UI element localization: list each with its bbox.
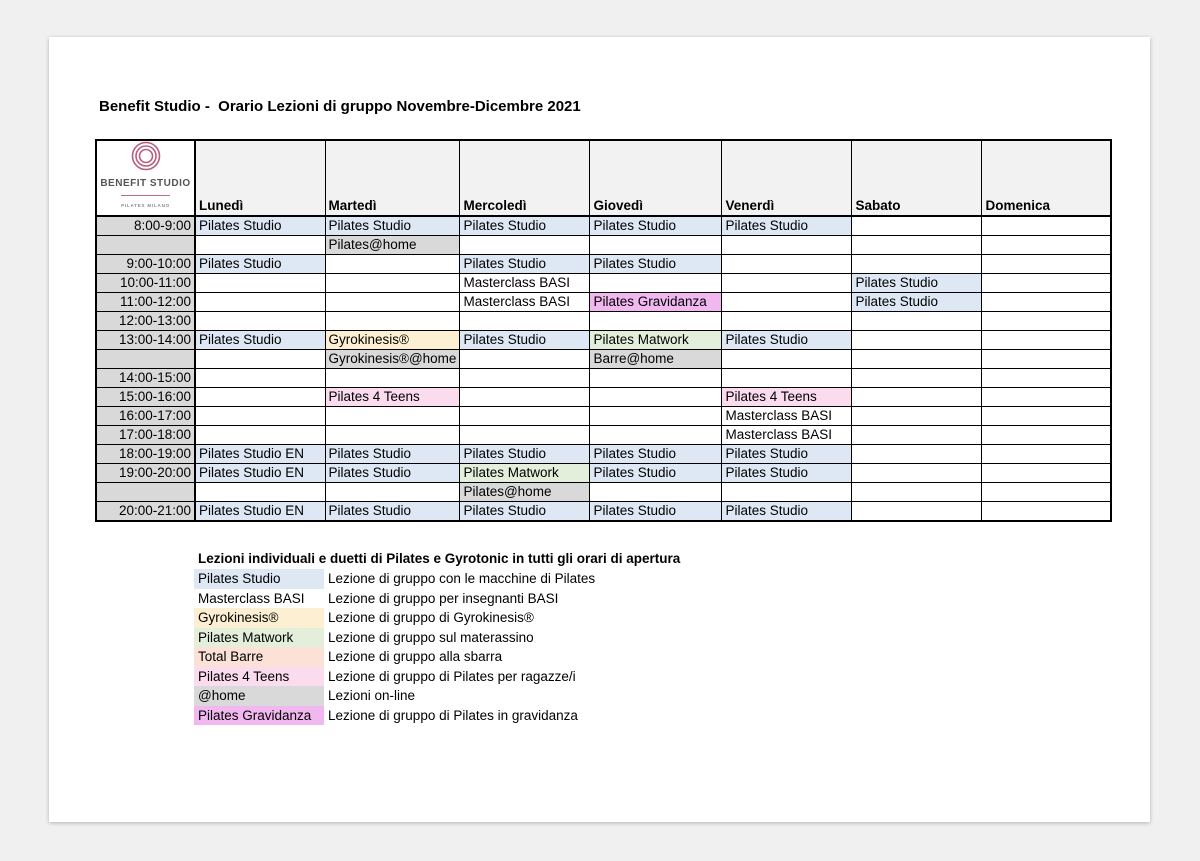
class-cell bbox=[195, 236, 325, 255]
class-cell bbox=[982, 216, 1111, 236]
schedule-row bbox=[96, 388, 1111, 407]
class-cell bbox=[325, 483, 460, 502]
class-cell bbox=[195, 350, 325, 369]
schedule-row bbox=[96, 331, 1111, 350]
time-slot: 18:00-19:00 bbox=[96, 445, 195, 464]
time-slot: 19:00-20:00 bbox=[96, 464, 195, 483]
time-slot: 16:00-17:00 bbox=[96, 407, 195, 426]
class-cell bbox=[460, 388, 590, 407]
class-cell bbox=[852, 426, 982, 445]
day-header: Sabato bbox=[852, 140, 982, 216]
time-slot: 11:00-12:00 bbox=[96, 293, 195, 312]
logo-subtitle: PILATES MILANO bbox=[121, 195, 170, 215]
legend-description: Lezione di gruppo sul materassino bbox=[328, 629, 534, 645]
class-cell: Barre@home bbox=[590, 350, 722, 369]
class-cell: Pilates Studio bbox=[325, 464, 460, 483]
legend-key: Pilates Studio bbox=[194, 569, 324, 589]
class-cell bbox=[982, 445, 1111, 464]
time-slot bbox=[96, 236, 195, 255]
legend-item bbox=[194, 667, 680, 687]
class-cell: Pilates Studio bbox=[195, 255, 325, 274]
class-cell bbox=[590, 483, 722, 502]
class-cell bbox=[982, 464, 1111, 483]
schedule-row bbox=[96, 445, 1111, 464]
class-cell bbox=[195, 369, 325, 388]
class-cell: Pilates Studio bbox=[195, 331, 325, 350]
day-header: Mercoledì bbox=[460, 140, 590, 216]
class-cell: Pilates Studio bbox=[460, 445, 590, 464]
legend-key: Masterclass BASI bbox=[194, 589, 324, 609]
legend-description: Lezione di gruppo con le macchine di Pilates bbox=[328, 571, 596, 586]
class-cell bbox=[325, 255, 460, 274]
class-cell: Pilates Matwork bbox=[460, 464, 590, 483]
header-row bbox=[96, 140, 1111, 216]
class-cell bbox=[590, 426, 722, 445]
day-header: Venerdì bbox=[722, 140, 852, 216]
legend-description: Lezione di gruppo di Pilates in gravidanza bbox=[328, 707, 578, 723]
class-cell: Pilates Studio EN bbox=[195, 502, 325, 522]
class-cell bbox=[982, 255, 1111, 274]
schedule-row bbox=[96, 216, 1111, 236]
class-cell bbox=[982, 502, 1111, 522]
class-cell bbox=[722, 255, 852, 274]
class-cell: Pilates Studio bbox=[852, 293, 982, 312]
class-cell: Pilates Studio bbox=[590, 502, 722, 522]
legend-item bbox=[194, 569, 680, 589]
schedule-row bbox=[96, 312, 1111, 331]
class-cell bbox=[195, 312, 325, 331]
legend-item bbox=[194, 608, 680, 628]
schedule-row bbox=[96, 464, 1111, 483]
class-cell bbox=[325, 293, 460, 312]
class-cell: Pilates Studio bbox=[325, 445, 460, 464]
class-cell: Pilates Studio bbox=[590, 255, 722, 274]
class-cell: Pilates Studio bbox=[195, 216, 325, 236]
class-cell: Pilates Matwork bbox=[590, 331, 722, 350]
class-cell: Pilates 4 Teens bbox=[722, 388, 852, 407]
class-cell: Gyrokinesis®@home bbox=[325, 350, 460, 369]
class-cell bbox=[460, 236, 590, 255]
circle-logo-icon bbox=[131, 141, 161, 171]
class-cell bbox=[982, 331, 1111, 350]
legend-list bbox=[194, 569, 680, 725]
class-cell bbox=[982, 293, 1111, 312]
legend-key: Total Barre bbox=[194, 647, 324, 667]
legend-item bbox=[194, 706, 680, 726]
legend-item bbox=[194, 647, 680, 667]
legend-item bbox=[194, 628, 680, 648]
time-slot: 9:00-10:00 bbox=[96, 255, 195, 274]
class-cell bbox=[852, 369, 982, 388]
class-cell bbox=[325, 312, 460, 331]
class-cell: Pilates Gravidanza bbox=[590, 293, 722, 312]
class-cell bbox=[722, 293, 852, 312]
class-cell bbox=[982, 407, 1111, 426]
class-cell bbox=[195, 407, 325, 426]
class-cell bbox=[722, 369, 852, 388]
schedule-row bbox=[96, 407, 1111, 426]
legend-description: Lezione di gruppo alla sbarra bbox=[328, 649, 503, 664]
time-slot: 14:00-15:00 bbox=[96, 369, 195, 388]
class-cell bbox=[722, 350, 852, 369]
class-cell: Pilates Studio bbox=[722, 331, 852, 350]
legend-key: Gyrokinesis® bbox=[194, 608, 324, 628]
schedule-row bbox=[96, 369, 1111, 388]
class-cell: Pilates Studio bbox=[590, 445, 722, 464]
class-cell bbox=[982, 388, 1111, 407]
class-cell bbox=[590, 312, 722, 331]
legend-description: Lezione di gruppo per insegnanti BASI bbox=[328, 590, 559, 606]
class-cell bbox=[195, 274, 325, 293]
class-cell bbox=[590, 236, 722, 255]
class-cell bbox=[590, 274, 722, 293]
class-cell: Pilates Studio bbox=[590, 464, 722, 483]
class-cell bbox=[460, 350, 590, 369]
class-cell bbox=[195, 426, 325, 445]
class-cell bbox=[722, 236, 852, 255]
class-cell bbox=[460, 426, 590, 445]
class-cell: Pilates Studio bbox=[590, 216, 722, 236]
class-cell bbox=[982, 369, 1111, 388]
class-cell: Pilates Studio bbox=[852, 274, 982, 293]
legend-title: Lezioni individuali e duetti di Pilates e Gyrotonic in tutti gli orari di apertura bbox=[198, 551, 681, 566]
legend-description: Lezione di gruppo di Pilates per ragazze/i bbox=[328, 668, 576, 684]
class-cell: Pilates Studio bbox=[722, 464, 852, 483]
class-cell: Pilates Studio bbox=[722, 445, 852, 464]
day-header: Martedì bbox=[325, 140, 460, 216]
class-cell: Pilates Studio EN bbox=[195, 464, 325, 483]
class-cell: Pilates@home bbox=[325, 236, 460, 255]
legend bbox=[194, 549, 680, 725]
class-cell: Pilates Studio bbox=[325, 216, 460, 236]
class-cell bbox=[590, 388, 722, 407]
class-cell bbox=[195, 483, 325, 502]
class-cell: Pilates Studio bbox=[460, 502, 590, 522]
time-slot: 13:00-14:00 bbox=[96, 331, 195, 350]
time-slot bbox=[96, 483, 195, 502]
class-cell bbox=[722, 483, 852, 502]
schedule-table bbox=[95, 139, 1112, 522]
class-cell: Pilates Studio EN bbox=[195, 445, 325, 464]
class-cell: Pilates Studio bbox=[460, 331, 590, 350]
day-header: Lunedì bbox=[195, 140, 325, 216]
class-cell bbox=[325, 426, 460, 445]
schedule-row bbox=[96, 255, 1111, 274]
legend-key: Pilates Matwork bbox=[194, 628, 324, 648]
class-cell: Pilates Studio bbox=[325, 502, 460, 522]
class-cell bbox=[982, 312, 1111, 331]
schedule-row bbox=[96, 483, 1111, 502]
class-cell bbox=[852, 445, 982, 464]
class-cell bbox=[590, 369, 722, 388]
class-cell bbox=[852, 236, 982, 255]
class-cell bbox=[852, 388, 982, 407]
day-header: Giovedì bbox=[590, 140, 722, 216]
class-cell bbox=[460, 312, 590, 331]
class-cell bbox=[852, 464, 982, 483]
class-cell bbox=[982, 274, 1111, 293]
class-cell bbox=[852, 407, 982, 426]
time-slot: 17:00-18:00 bbox=[96, 426, 195, 445]
class-cell bbox=[852, 255, 982, 274]
class-cell bbox=[852, 502, 982, 522]
class-cell bbox=[982, 236, 1111, 255]
class-cell: Pilates@home bbox=[460, 483, 590, 502]
class-cell bbox=[722, 312, 852, 331]
page-title: Benefit Studio - Orario Lezioni di gruppo Novembre-Dicembre 2021 bbox=[99, 98, 581, 115]
logo-name: BENEFIT STUDIO bbox=[100, 178, 191, 189]
class-cell: Masterclass BASI bbox=[460, 274, 590, 293]
time-slot: 15:00-16:00 bbox=[96, 388, 195, 407]
time-slot: 12:00-13:00 bbox=[96, 312, 195, 331]
class-cell bbox=[325, 274, 460, 293]
schedule-row bbox=[96, 350, 1111, 369]
logo-cell bbox=[96, 140, 195, 216]
class-cell: Pilates Studio bbox=[460, 216, 590, 236]
legend-item bbox=[194, 686, 680, 706]
class-cell bbox=[590, 407, 722, 426]
class-cell: Pilates 4 Teens bbox=[325, 388, 460, 407]
schedule-row bbox=[96, 426, 1111, 445]
time-slot: 10:00-11:00 bbox=[96, 274, 195, 293]
class-cell bbox=[722, 274, 852, 293]
schedule-row bbox=[96, 236, 1111, 255]
schedule-row bbox=[96, 293, 1111, 312]
class-cell bbox=[852, 216, 982, 236]
class-cell: Masterclass BASI bbox=[460, 293, 590, 312]
class-cell bbox=[852, 350, 982, 369]
class-cell: Masterclass BASI bbox=[722, 426, 852, 445]
benefit-studio-logo bbox=[97, 141, 194, 215]
class-cell: Pilates Studio bbox=[722, 502, 852, 522]
legend-key: @home bbox=[194, 686, 324, 706]
class-cell bbox=[852, 312, 982, 331]
class-cell bbox=[460, 407, 590, 426]
class-cell bbox=[982, 426, 1111, 445]
legend-description: Lezioni on-line bbox=[328, 688, 416, 703]
legend-key: Pilates 4 Teens bbox=[194, 667, 324, 687]
class-cell bbox=[325, 369, 460, 388]
class-cell bbox=[982, 350, 1111, 369]
time-slot bbox=[96, 350, 195, 369]
class-cell bbox=[852, 483, 982, 502]
schedule-row bbox=[96, 502, 1111, 522]
class-cell bbox=[195, 293, 325, 312]
legend-key: Pilates Gravidanza bbox=[194, 706, 324, 726]
class-cell bbox=[195, 388, 325, 407]
class-cell: Pilates Studio bbox=[722, 216, 852, 236]
time-slot: 20:00-21:00 bbox=[96, 502, 195, 522]
class-cell bbox=[982, 483, 1111, 502]
legend-item bbox=[194, 589, 680, 609]
class-cell: Gyrokinesis® bbox=[325, 331, 460, 350]
class-cell bbox=[325, 407, 460, 426]
class-cell: Pilates Studio bbox=[460, 255, 590, 274]
day-header: Domenica bbox=[982, 140, 1111, 216]
class-cell bbox=[460, 369, 590, 388]
class-cell: Masterclass BASI bbox=[722, 407, 852, 426]
legend-description: Lezione di gruppo di Gyrokinesis® bbox=[328, 610, 534, 625]
schedule-row bbox=[96, 274, 1111, 293]
time-slot: 8:00-9:00 bbox=[96, 216, 195, 236]
class-cell bbox=[852, 331, 982, 350]
